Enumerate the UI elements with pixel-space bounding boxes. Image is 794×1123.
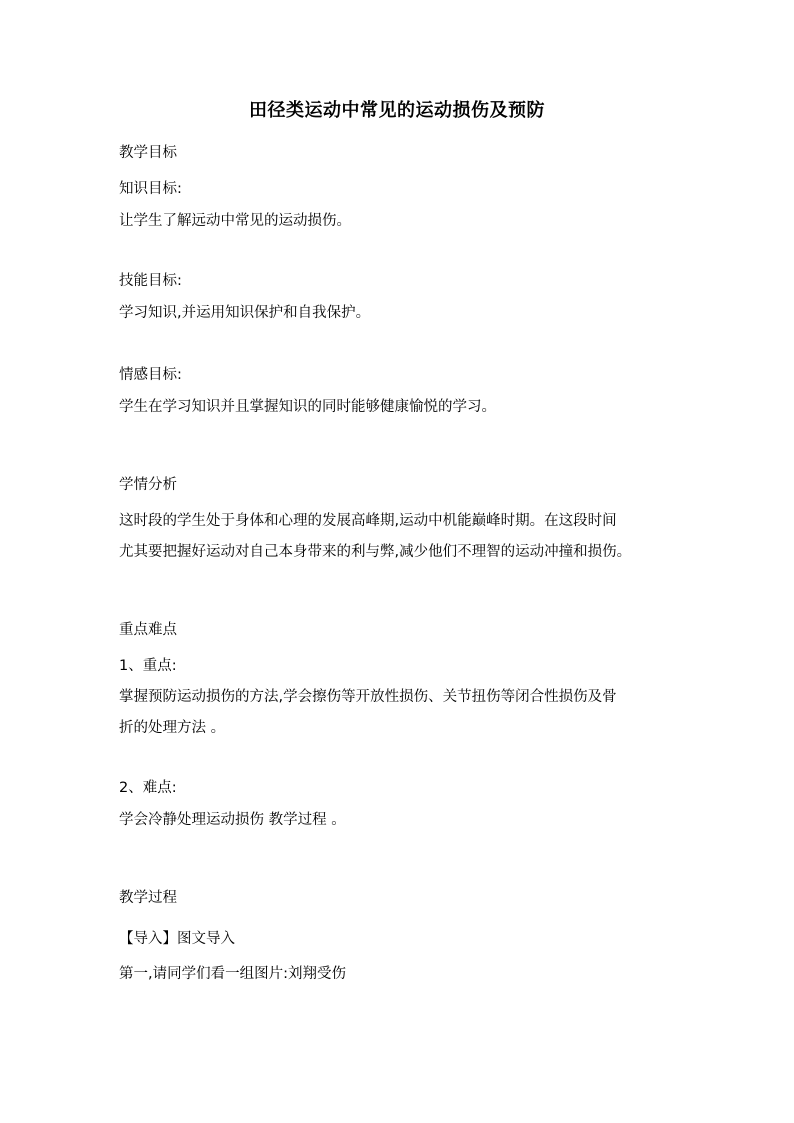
key-points-heading: 重点难点	[119, 622, 177, 638]
analysis-heading: 学情分析	[119, 477, 177, 493]
process-step-1: 第一,请同学们看一组图片:刘翔受伤	[119, 966, 346, 982]
skill-objective-text: 学习知识,并运用知识保护和自我保护。	[119, 305, 371, 321]
process-intro: 【导入】图文导入	[119, 931, 235, 947]
document-title: 田径类运动中常见的运动损伤及预防	[249, 100, 545, 121]
skill-objective-label: 技能目标:	[119, 273, 182, 289]
key-point-1-line-2: 折的处理方法 。	[119, 720, 226, 736]
knowledge-objective-label: 知识目标:	[119, 181, 182, 197]
process-heading: 教学过程	[119, 890, 177, 906]
objectives-heading: 教学目标	[119, 145, 177, 161]
emotion-objective-label: 情感目标:	[119, 367, 182, 383]
analysis-line-1: 这时段的学生处于身体和心理的发展高峰期,运动中机能巅峰时期。在这段时间	[119, 513, 617, 529]
knowledge-objective-text: 让学生了解远动中常见的运动损伤。	[119, 213, 351, 229]
key-point-1-line-1: 掌握预防运动损伤的方法,学会擦伤等开放性损伤、关节扭伤等闭合性损伤及骨	[119, 689, 617, 705]
analysis-line-2: 尤其要把握好运动对自己本身带来的利与弊,减少他们不理智的运动冲撞和损伤。	[119, 544, 632, 560]
key-point-2-text: 学会冷静处理运动损伤 教学过程 。	[119, 812, 346, 828]
key-point-2-label: 2、难点:	[119, 780, 177, 796]
key-point-1-label: 1、重点:	[119, 658, 177, 674]
emotion-objective-text: 学生在学习知识并且掌握知识的同时能够健康愉悦的学习。	[119, 399, 496, 415]
